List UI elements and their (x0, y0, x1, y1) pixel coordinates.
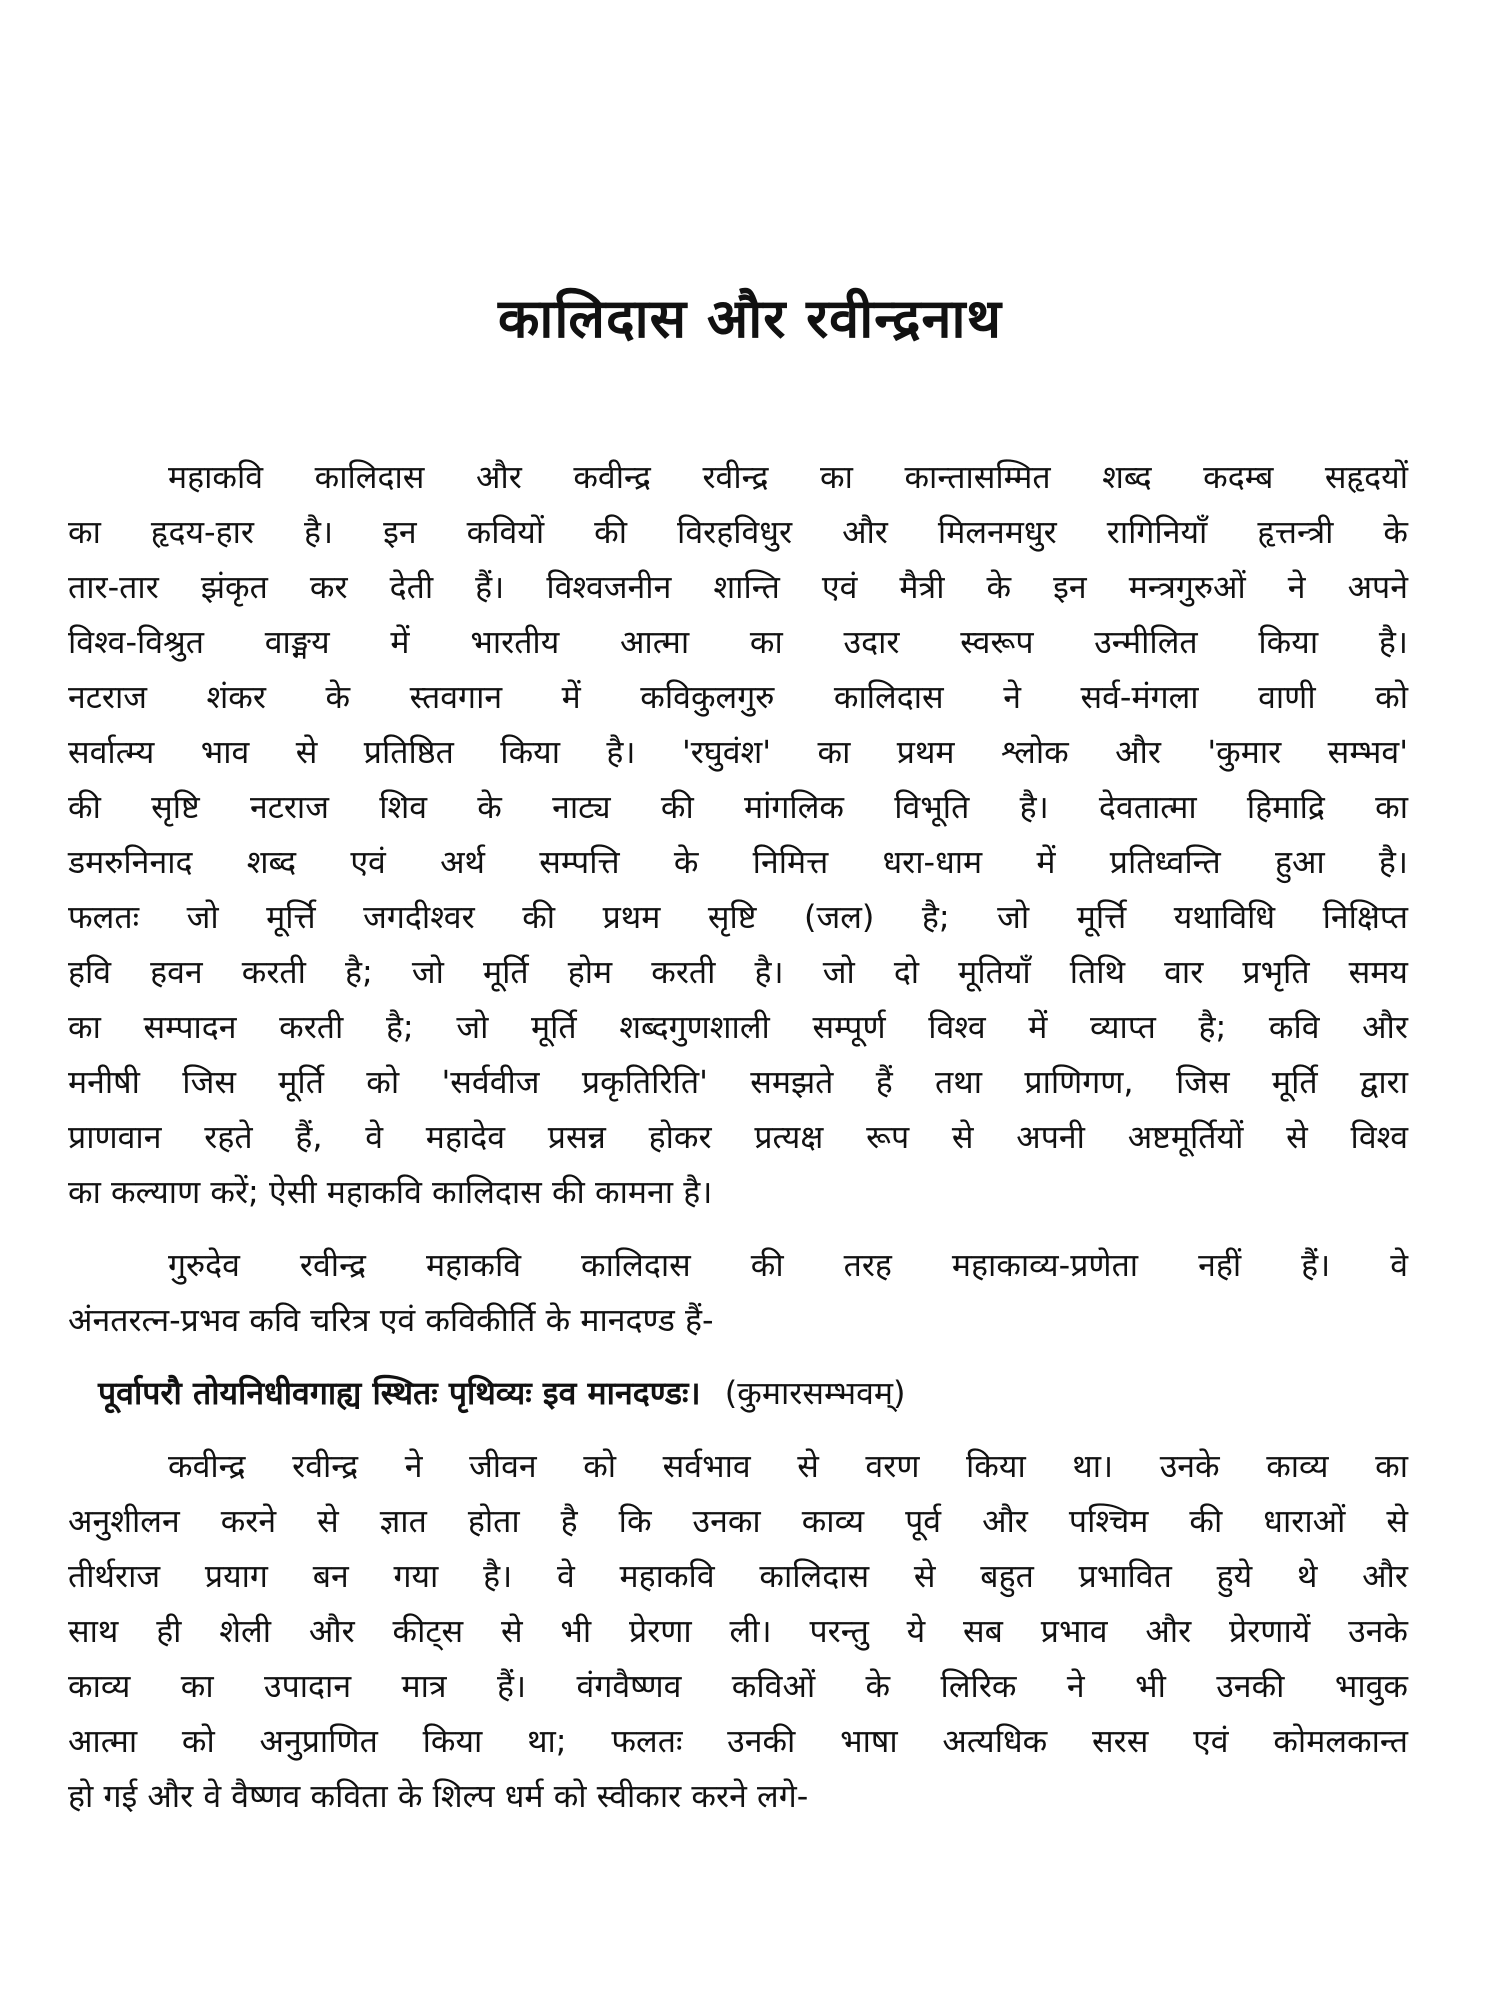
text-line: तार-तार झंकृत कर देती हैं। विश्वजनीन शान्ति एवं मैत्री के इन मन्त्रगुरुओं ने अपने (68, 568, 1408, 606)
text-line: अंनतरत्न-प्रभव कवि चरित्र एवं कविकीर्ति के मानदण्ड हैं- (68, 1301, 714, 1339)
paragraph-gap (68, 1220, 1408, 1238)
paragraph-gap (68, 1421, 1408, 1439)
text-line: महाकवि कालिदास और कवीन्द्र रवीन्द्र का कान्तासम्मित शब्द कदम्ब सहृदयों (168, 458, 1408, 496)
paragraph-1 (68, 450, 1408, 1220)
text-line: का सम्पादन करती है; जो मूर्ति शब्दगुणशाली सम्पूर्ण विश्व में व्याप्त है; कवि और (68, 1008, 1408, 1046)
text-line: काव्य का उपादान मात्र हैं। वंगवैष्णव कविओं के लिरिक ने भी उनकी भावुक (68, 1667, 1408, 1705)
page-title: कालिदास और रवीन्द्रनाथ (497, 287, 1003, 350)
document-body (68, 450, 1408, 1824)
text-line: साथ ही शेली और कीट्स से भी प्रेरणा ली। परन्तु ये सब प्रभाव और प्रेरणायें उनके (68, 1612, 1408, 1650)
text-line: अनुशीलन करने से ज्ञात होता है कि उनका काव्य पूर्व और पश्चिम की धाराओं से (68, 1502, 1408, 1540)
text-line: मनीषी जिस मूर्ति को 'सर्ववीज प्रकृतिरिति' समझते हैं तथा प्राणिगण, जिस मूर्ति द्वारा (68, 1063, 1408, 1101)
text-line: हवि हवन करती है; जो मूर्ति होम करती है। जो दो मूतियाँ तिथि वार प्रभृति समय (68, 953, 1408, 991)
text-line: की सृष्टि नटराज शिव के नाट्य की मांगलिक विभूति है। देवतात्मा हिमाद्रि का (68, 788, 1408, 826)
paragraph-gap (68, 1348, 1408, 1366)
text-line: कवीन्द्र रवीन्द्र ने जीवन को सर्वभाव से वरण किया था। उनके काव्य का (168, 1447, 1408, 1485)
text-line: का कल्याण करें; ऐसी महाकवि कालिदास की कामना है। (68, 1173, 713, 1211)
verse-source: (कुमारसम्भवम्) (724, 1374, 906, 1412)
text-line: का हृदय-हार है। इन कवियों की विरहविधुर और मिलनमधुर रागिनियाँ हृत्तन्त्री के (68, 513, 1408, 551)
text-line: आत्मा को अनुप्राणित किया था; फलतः उनकी भाषा अत्यधिक सरस एवं कोमलकान्त (68, 1722, 1408, 1760)
paragraph-2 (68, 1238, 1408, 1348)
text-line: सर्वात्म्य भाव से प्रतिष्ठित किया है। 'रघुवंश' का प्रथम श्लोक और 'कुमार सम्भव' (68, 733, 1408, 771)
text-line: हो गई और वे वैष्णव कविता के शिल्प धर्म को स्वीकार करने लगे- (68, 1777, 809, 1815)
text-line: गुरुदेव रवीन्द्र महाकवि कालिदास की तरह महाकाव्य-प्रणेता नहीं हैं। वे (168, 1246, 1408, 1284)
paragraph-3 (68, 1439, 1408, 1824)
text-line: तीर्थराज प्रयाग बन गया है। वे महाकवि कालिदास से बहुत प्रभावित हुये थे और (68, 1557, 1408, 1595)
verse-text: पूर्वापरौ तोयनिधीवगाह्य स्थितः पृथिव्यः इव मानदण्डः। (98, 1374, 701, 1412)
text-line: नटराज शंकर के स्तवगान में कविकुलगुरु कालिदास ने सर्व-मंगला वाणी को (68, 678, 1408, 716)
text-line: फलतः जो मूर्त्ति जगदीश्वर की प्रथम सृष्टि (जल) है; जो मूर्त्ति यथाविधि निक्षिप्त (68, 898, 1408, 936)
text-line: डमरुनिनाद शब्द एवं अर्थ सम्पत्ति के निमित्त धरा-धाम में प्रतिध्वन्ति हुआ है। (68, 843, 1408, 881)
sanskrit-verse (68, 1366, 1408, 1421)
text-line: विश्व-विश्रुत वाङ्मय में भारतीय आत्मा का उदार स्वरूप उन्मीलित किया है। (68, 623, 1408, 661)
text-line: प्राणवान रहते हैं, वे महादेव प्रसन्न होकर प्रत्यक्ष रूप से अपनी अष्टमूर्तियों से विश्व (68, 1118, 1408, 1156)
